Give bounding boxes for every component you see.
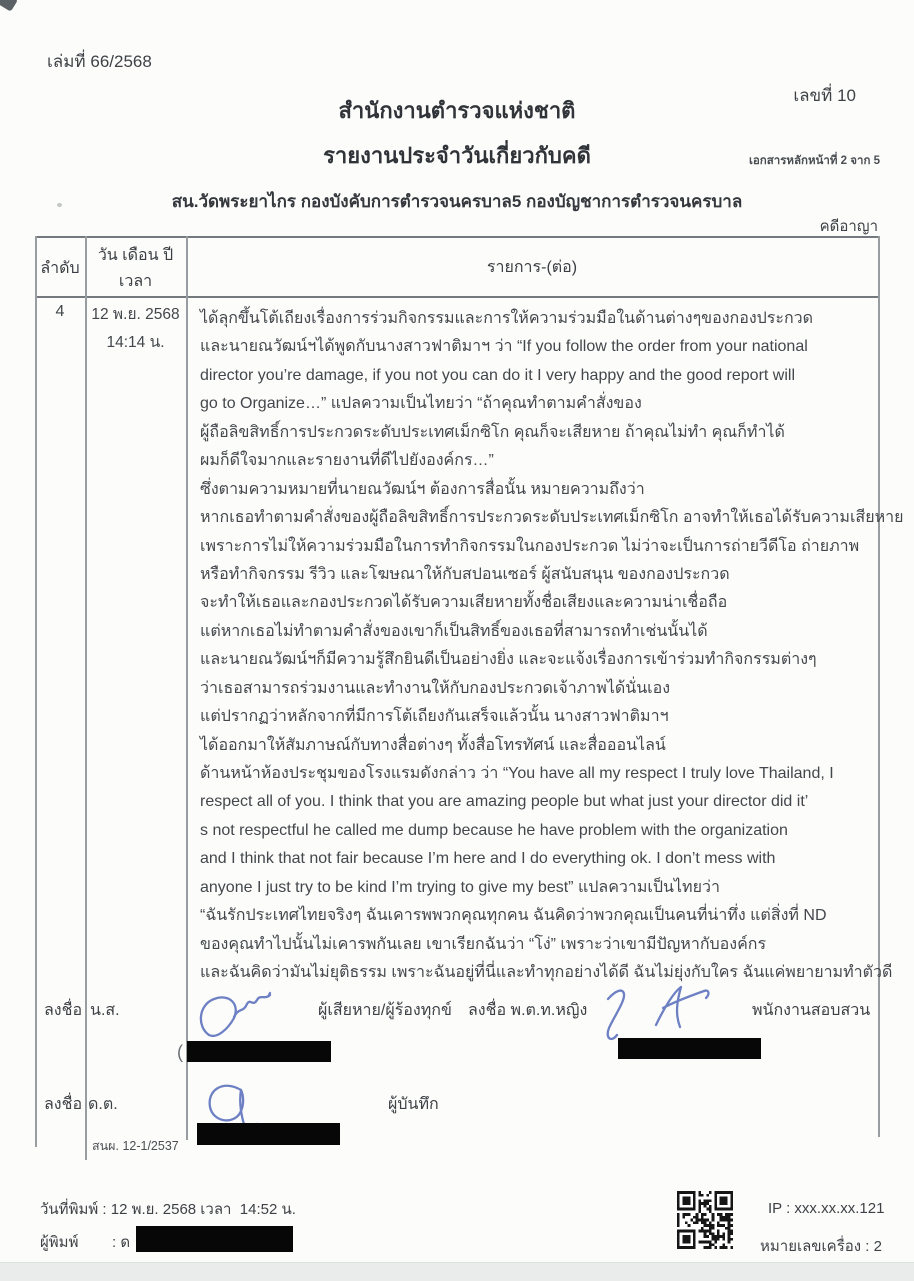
ip-address: IP : xxx.xx.xx.121 [768,1200,885,1217]
redaction-bar-investigator-name [618,1038,761,1059]
report-line: s not respectful he called me dump because he have problem with the organization [200,821,788,839]
role-investigator: พนักงานสอบสวน [752,1002,871,1019]
complainant-signature [192,990,276,1048]
sign-label-2: ลงชื่อ พ.ต.ท.หญิง [468,1002,588,1019]
report-text [200,305,904,988]
form-code: สนผ. 12-1/2537 [92,1139,179,1153]
column-header-order: ลำดับ [40,260,80,277]
report-line: และนายณวัฒน์ฯก็มีความรู้สึกยินดีเป็นอย่างยิ่ง และจะแจ้งเรื่องการเข้าร่วมทำกิจกรรมต่างๆ [200,651,817,669]
report-line: ได้ออกมาให้สัมภาษณ์กับทางสื่อต่างๆ ทั้งสื่อโทรทัศน์ และสื่อออนไลน์ [200,736,666,754]
report-line: ผมก็ดีใจมากและรายงานที่ดีไปยังองค์กร…” [200,452,494,470]
table-border-left [35,236,37,1147]
report-title: รายงานประจำวันเกี่ยวกับคดี [323,143,591,168]
investigator-signature [596,983,718,1045]
report-line: ผู้ถือลิขสิทธิ์การประกวดระดับประเทศเม็กซิโก คุณก็จะเสียหาย ถ้าคุณไม่ทำ คุณก็ทำได้ [200,423,785,441]
report-line: ซึ่งตามความหมายที่นายณวัฒน์ฯ ต้องการสื่อนั้น หมายความถึงว่า [200,480,645,498]
report-line: respect all of you. I think that you are amazing people but what just your director did it’ [200,793,809,811]
redaction-bar-recorder-name [197,1123,340,1145]
sign-label-3: ลงชื่อ [44,1096,83,1113]
column-header-time: เวลา [118,273,153,290]
printer-value: : ด [112,1234,131,1251]
doc-number: เลขที่ 10 [793,86,856,105]
report-line: และฉันคิดว่ามันไม่ยุติธรรม เพราะฉันอยู่ที่นี่และทำทุกอย่างได้ดี ฉันไม่ยุ่งกับใคร ฉันแค่พยายามทำตัวดี [200,964,893,982]
report-line: “ฉันรักประเทศไทยจริงๆ ฉันเคารพพวกคุณทุกคน ฉันคิดว่าพวกคุณเป็นคนที่น่าทึ่ง แต่สิ่งที่ ND [200,907,827,925]
report-line: และนายณวัฒน์ฯได้พูดกับนางสาวฟาติมาฯ ว่า “If you follow the order from your national [200,338,808,356]
report-line: director you’re damage, if you not you can do it I very happy and the good report will [200,366,796,384]
sign-prefix-2: ด.ต. [88,1096,118,1113]
scan-corner-smudge [0,0,18,12]
printer-label: ผู้พิมพ์ [40,1234,79,1251]
role-recorder: ผู้บันทึก [388,1096,439,1113]
sign-label-1: ลงชื่อ [44,1002,83,1019]
table-col-divider-1 [85,236,87,1160]
report-line: เพราะการไม่ให้ความร่วมมือในการทำกิจกรรมในกองประกวด ไม่ว่าจะเป็นการถ่ายวีดีโอ ถ่ายภาพ [200,537,860,555]
report-line: จะทำให้เธอและกองประกวดได้รับความเสียหายทั้งชื่อเสียงและความน่าเชื่อถือ [200,594,728,612]
machine-number: หมายเลขเครื่อง : 2 [760,1238,882,1255]
report-line: ด้านหน้าห้องประชุมของโรงแรมดังกล่าว ว่า “You have all my respect I truly love Thailand, I [200,765,834,782]
report-line: ได้ลุกขึ้นโต้เถียงเรื่องการร่วมกิจกรรมและการให้ความร่วมมือในด้านต่างๆของกองประกวด [200,310,814,327]
sign-prefix-1: น.ส. [90,1002,120,1019]
print-date-line: วันที่พิมพ์ : 12 พ.ย. 2568 เวลา 14:52 น. [40,1201,296,1218]
column-header-date: วัน เดือน ปี [97,247,174,264]
report-line: anyone I just try to be kind I’m trying to give my best” แปลความเป็นไทยว่า [200,878,720,896]
redaction-bar-printer-name [136,1226,293,1252]
table-top-border [35,236,880,238]
report-line: แต่ปรากฏว่าหลักจากที่มีการโต้เถียงกันเสร็จแล้วนั้น นางสาวฟาติมาฯ [200,708,669,726]
table-header-divider [35,296,880,298]
row-time: 14:14 น. [106,334,165,351]
doc-page-note: เอกสารหลักหน้าที่ 2 จาก 5 [748,155,880,167]
row-date: 12 พ.ย. 2568 [91,306,180,323]
table-col-divider-2 [186,236,188,1140]
report-line: and I think that not fair because I’m here and I do everything ok. I don’t mess with [200,850,776,868]
report-line: หากเธอทำตามคำสั่งของผู้ถือลิขสิทธิ์การประกวดระดับประเทศเม็กซิโก อาจทำให้เธอได้รับความเสียหาย [200,509,904,527]
report-line: ของคุณทำไปนั้นไม่เคารพกันเลย เขาเรียกฉันว่า “โง่” เพราะว่าเขามีปัญหากับองค์กร [200,935,767,953]
agency-title: สำนักงานตำรวจแห่งชาติ [338,98,576,123]
report-line: go to Organize…” แปลความเป็นไทยว่า “ถ้าคุณทำตามคำสั่งของ [200,395,642,413]
book-number: เล่มที่ 66/2568 [47,52,152,71]
row-datetime [86,301,185,357]
column-header-items: รายการ-(ต่อ) [486,259,578,276]
scan-bottom-edge [0,1262,914,1281]
role-complainant: ผู้เสียหาย/ผู้ร้องทุกข์ [318,1002,452,1019]
case-type-label: คดีอาญา [819,218,878,235]
row-order-number: 4 [55,303,65,320]
report-line: ว่าเธอสามารถร่วมงานและทำงานให้กับกองประกวดเจ้าภาพได้นั่นเอง [200,679,671,697]
paren-mark: ( [177,1042,183,1062]
redaction-bar-complainant-name [187,1041,331,1062]
report-line: หรือทำกิจกรรม รีวิว และโฆษณาให้กับสปอนเซอร์ ผู้สนับสนุน ของกองประกวด [200,565,730,583]
station-line: สน.วัดพระยาไกร กองบังคับการตำรวจนครบาล5 กองบัญชาการตำรวจนครบาล [171,192,743,211]
qr-code [677,1191,733,1249]
report-line: แต่หากเธอไม่ทำตามคำสั่งของเขาก็เป็นสิทธิ์ของเธอที่สามารถทำเช่นนั้นได้ [200,622,708,640]
